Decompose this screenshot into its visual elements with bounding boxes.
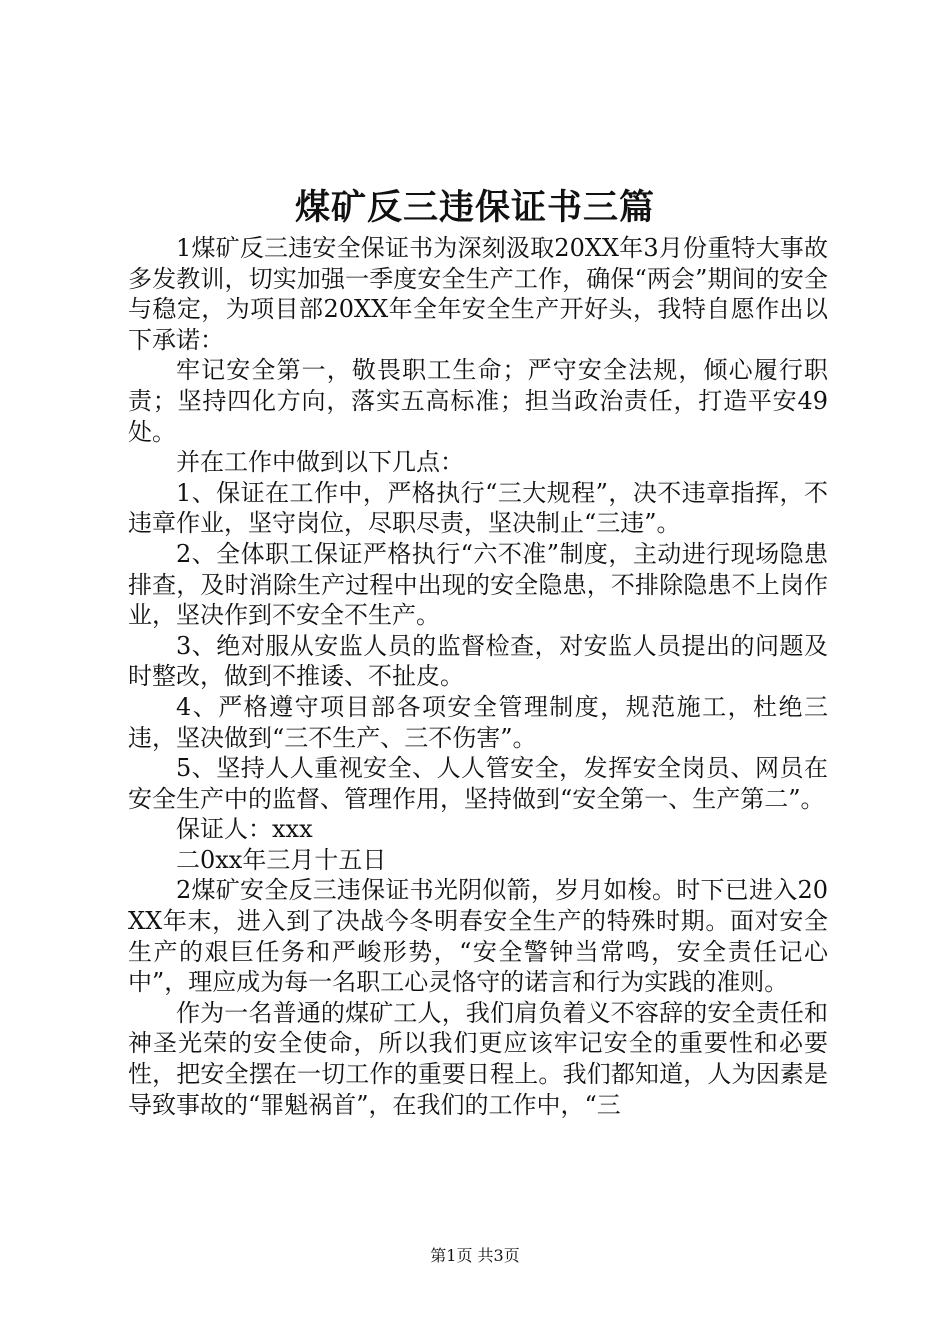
document-body [128,233,828,1120]
paragraph: 2煤矿安全反三违保证书光阴似箭，岁月如梭。时下已进入20XX年末，进入到了决战今冬明春安全生产的特殊时期。面对安全生产的艰巨任务和严峻形势，“安全警钟当常鸣，安全责任记心中”，理应成为每一名职工心灵恪守的诺言和行为实践的准则。 [128,876,828,997]
date-line: 二0xx年三月十五日 [176,845,387,874]
document-title: 煤矿反三违保证书三篇 [294,187,655,228]
guarantor-line: 保证人：xxx [176,815,313,844]
paragraph: 1、保证在工作中，严格执行“三大规程”，决不违章指挥，不违章作业，坚守岗位，尽职尽责，坚决制止“三违”。 [128,478,828,538]
paragraph: 作为一名普通的煤矿工人，我们肩负着义不容辞的安全责任和神圣光荣的安全使命，所以我们更应该牢记安全的重要性和必要性，把安全摆在一切工作的重要日程上。我们都知道，人为因素是导致事故的“罪魁祸首”，在我们的工作中，“三 [128,998,828,1119]
paragraph: 并在工作中做到以下几点： [176,448,464,477]
paragraph: 牢记安全第一，敬畏职工生命；严守安全法规，倾心履行职责；坚持四化方向，落实五高标准；担当政治责任，打造平安49处。 [128,356,828,446]
paragraph: 3、绝对服从安监人员的监督检查，对安监人员提出的问题及时整改，做到不推诿、不扯皮。 [128,631,828,691]
paragraph: 5、坚持人人重视安全、人人管安全，发挥安全岗员、网员在安全生产中的监督、管理作用，坚持做到“安全第一、生产第二”。 [128,754,828,813]
paragraph: 4、严格遵守项目部各项安全管理制度，规范施工，杜绝三违，坚决做到“三不生产、三不伤害”。 [128,692,828,752]
paragraph: 1煤矿反三违安全保证书为深刻汲取20XX年3月份重特大事故多发教训，切实加强一季度安全生产工作，确保“两会”期间的安全与稳定，为项目部20XX年全年安全生产开好头，我特自愿作出以下承诺： [128,234,828,354]
page-number: 第1页 共3页 [430,1246,520,1265]
paragraph: 2、全体职工保证严格执行“六不准”制度，主动进行现场隐患排查，及时消除生产过程中出现的安全隐患，不排除隐患不上岗作业，坚决作到不安全不生产。 [128,539,828,630]
